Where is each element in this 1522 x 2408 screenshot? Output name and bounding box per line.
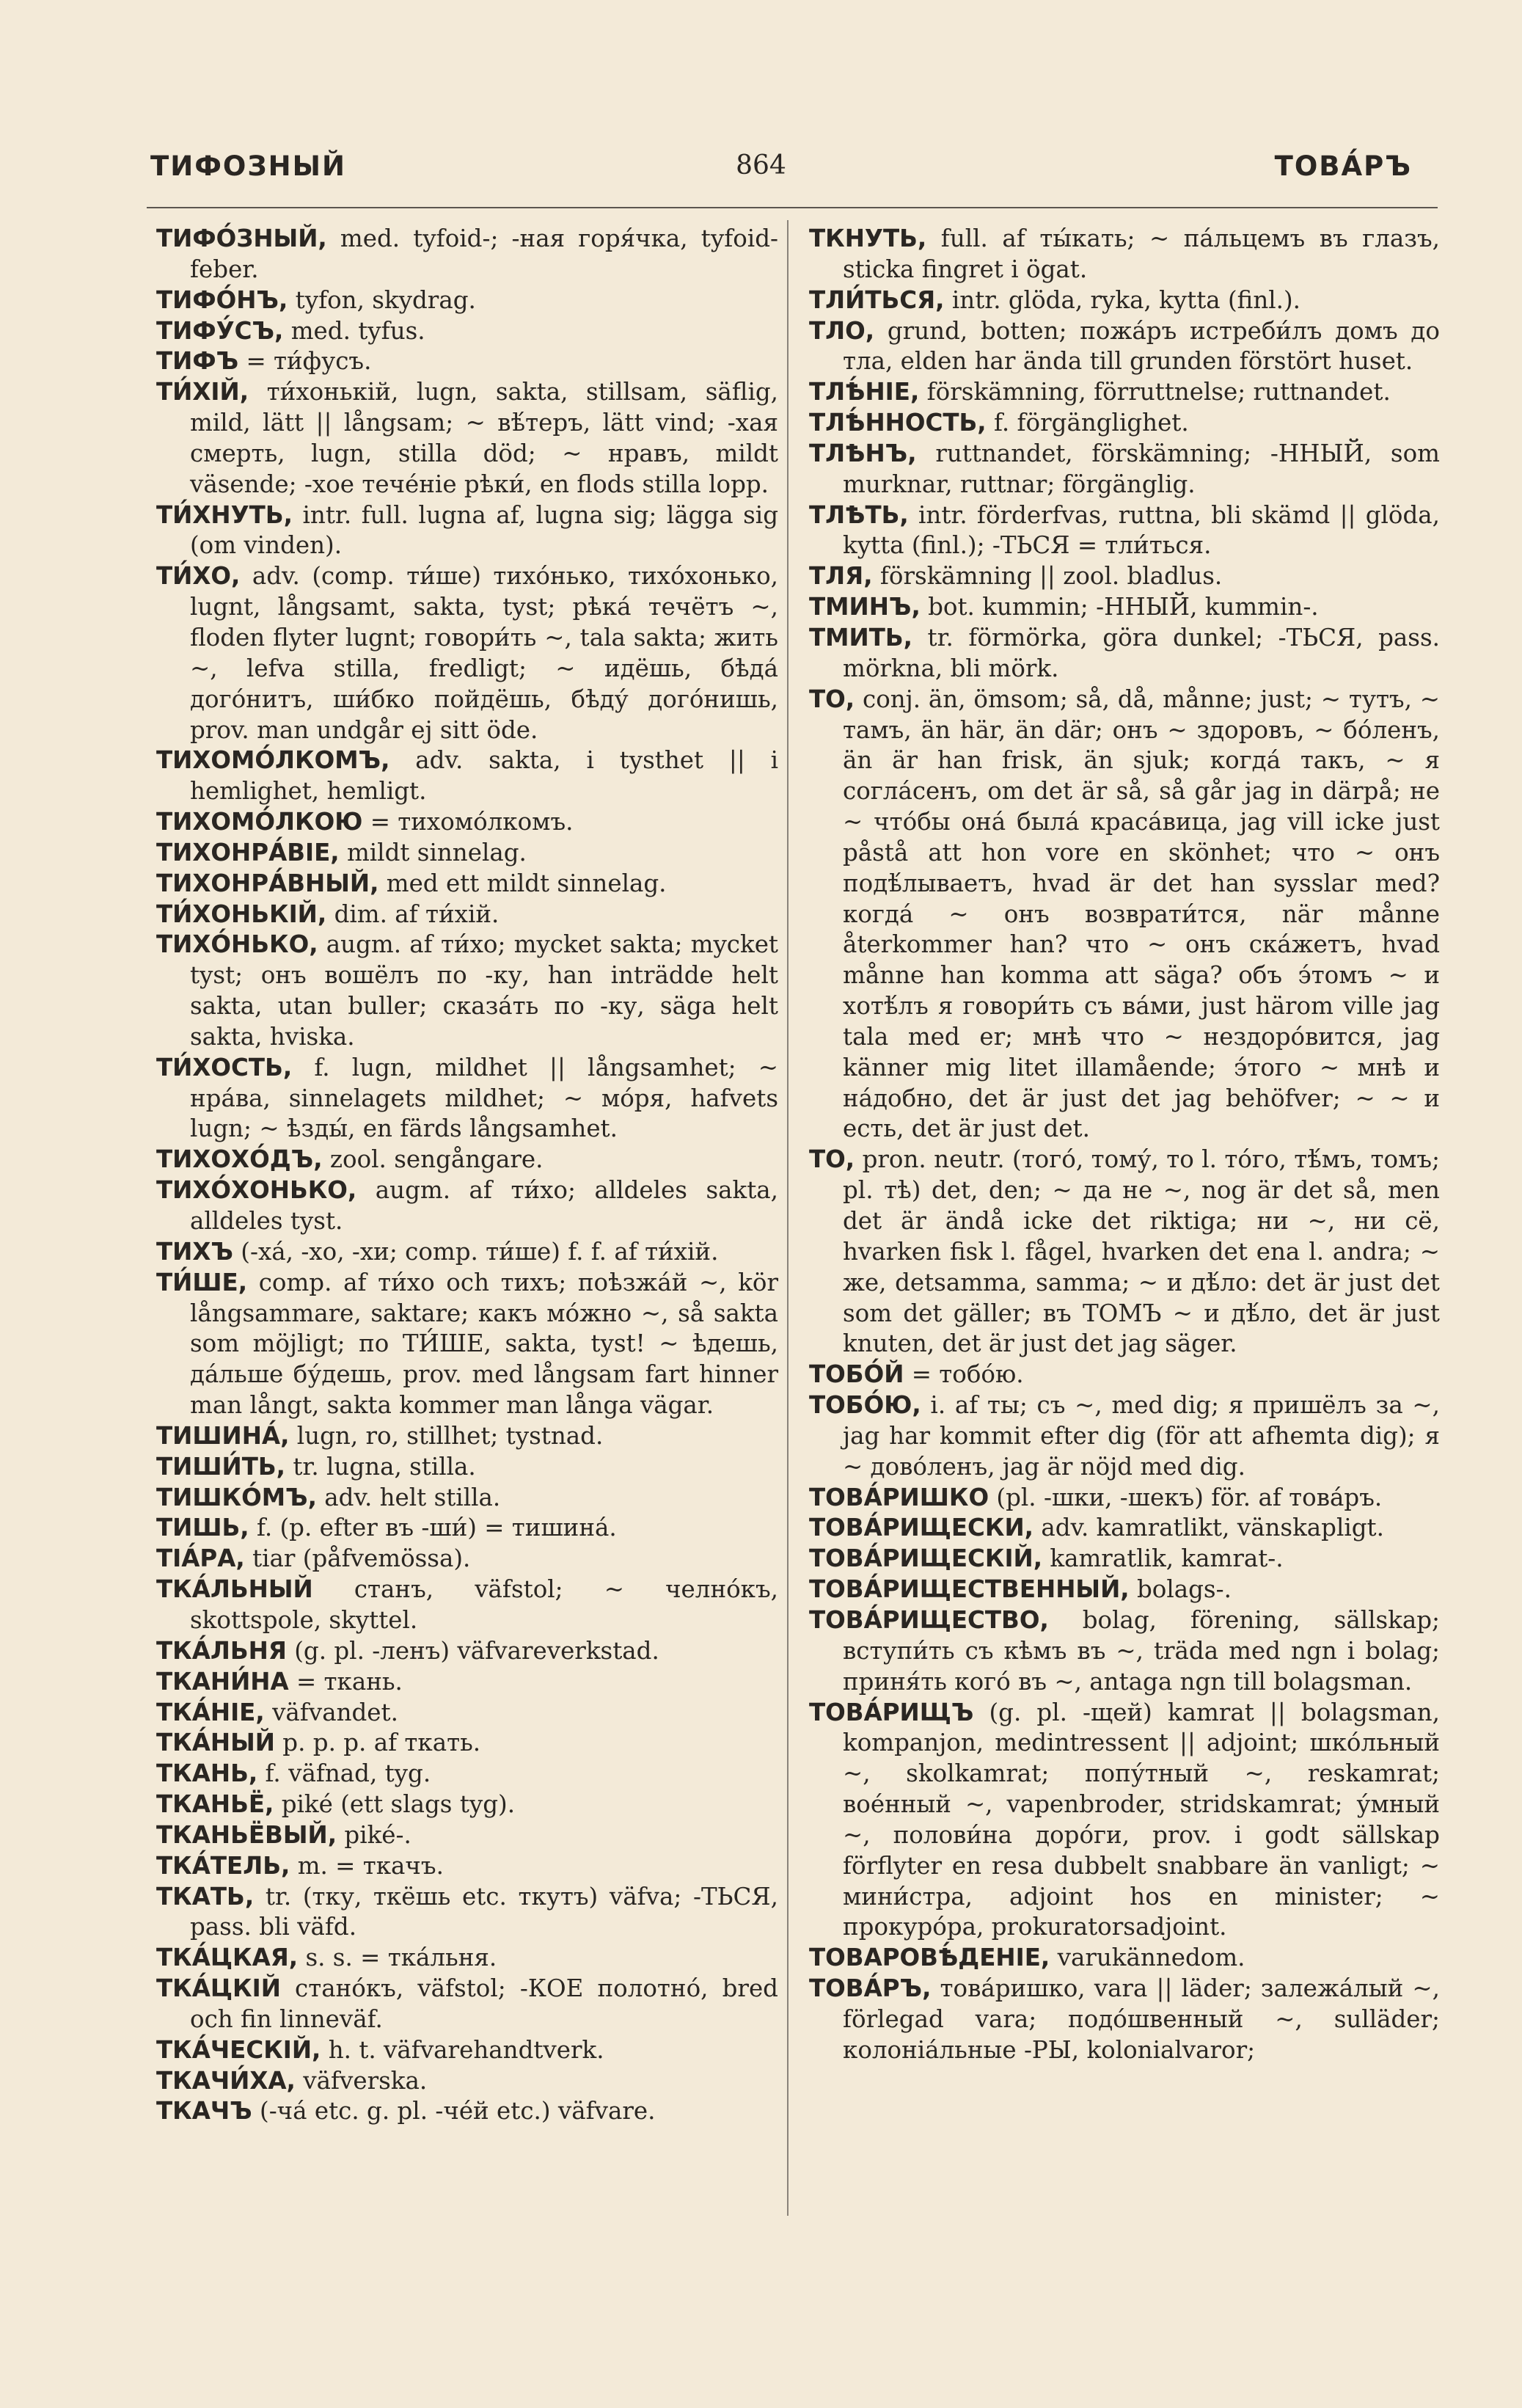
entry-definition: = ткань. [288, 1667, 403, 1696]
entry-headword: ТКАНИ́НА [156, 1667, 289, 1696]
entry-headword: ТКА́ЦКАЯ, [156, 1944, 299, 1972]
entry-headword: ТИФО́ЗНЫЙ, [156, 225, 327, 252]
dictionary-entry [809, 1513, 1440, 1544]
entry-headword: ТИХОХО́ДЪ, [156, 1145, 323, 1174]
dictionary-entry [156, 1145, 778, 1175]
dictionary-entry [809, 1544, 1440, 1575]
entry-definition: väfvandet. [264, 1698, 398, 1726]
dictionary-entry [156, 838, 778, 869]
dictionary-entry [809, 623, 1440, 685]
dictionary-entry [809, 439, 1440, 500]
dictionary-entry [809, 1145, 1440, 1360]
entry-definition: varukännedom. [1050, 1944, 1245, 1972]
entry-definition: (-ха́, -хо, -хи; comp. ти́ше) f. f. af ти́хій. [233, 1237, 719, 1266]
entry-definition: comp. af ти́хо och тихъ; поѣзжа́й ~, kör långsammare, saktare; какъ мо́жно ~, så sakta som möjligt; по ТИ́ШЕ, sakta, tyst! ~ ѣдешь, да́льше бу́дешь, prov. med långsam fart hinner man långt, sakta kommer man långa vägar. [190, 1268, 778, 1420]
dictionary-entry [156, 1943, 778, 1974]
dictionary-entry [156, 316, 778, 347]
entry-definition: förskämning || zool. bladlus. [872, 562, 1223, 591]
dictionary-entry [809, 377, 1440, 408]
dictionary-entry [156, 500, 778, 562]
entry-definition: pron. neutr. (того́, тому́, то l. то́го, тѣ́мъ, томъ; pl. тѣ) det, den; ~ да не ~, nog är det så, men det är ändå icke det riktiga; ни ~, ни сё, hvarken fisk l. fågel, hvarken det ena l. andra; ~ же, detsamma, samma; ~ и дѣ́ло: det är just det som det gäller; въ ТОМЪ ~ и дѣ́ло, det är just knuten, det är just det jag säger. [843, 1145, 1440, 1358]
entry-definition: piké-. [337, 1820, 411, 1849]
entry-definition: tyfon, skydrag. [288, 285, 476, 314]
entry-definition: станъ, väfstol; ~ челно́къ, skottspole, skyttel. [190, 1575, 778, 1634]
dictionary-entry [156, 1728, 778, 1759]
entry-definition: intr. förderfvas, ruttna, bli skämd || glöda, kytta (finl.); -ТЬСЯ = тли́ться. [843, 500, 1440, 560]
entry-definition: intr. full. lugna af, lugna sig; lägga sig (om vinden). [190, 500, 778, 560]
entry-headword: ТЛО, [809, 316, 875, 345]
entry-definition: ruttnandet, förskämning; -ННЫЙ, som murknar, ruttnar; förgänglig. [843, 439, 1440, 498]
entry-headword: ТИХО́ХОНЬКО, [156, 1176, 357, 1205]
left-column [156, 224, 778, 2127]
entry-definition: (g. pl. -щей) kamrat || bolagsman, kompanjon, medintressent || adjoint; шко́льный ~, skolkamrat; попу́тный ~, reskamrat; вое́нный ~, vapenbroder, stridskamrat; у́мный ~, полови́на доро́ги, prov. i godt sällskap förflyter en resa dubbelt snabbare än vanligt; ~ мини́стра, adjoint hos en minister; ~ прокуро́ра, prokuratorsadjoint. [843, 1698, 1440, 1941]
dictionary-entry [156, 285, 778, 316]
dictionary-entry [809, 1943, 1440, 1974]
dictionary-entry [156, 1789, 778, 1820]
entry-headword: ТКА́ТЕЛЬ, [156, 1851, 290, 1880]
dictionary-entry [809, 1390, 1440, 1483]
dictionary-entry [156, 807, 778, 838]
entry-definition: conj. än, ömsom; så, då, månne; just; ~ тутъ, ~ тамъ, än här, än där; онъ ~ здоровъ, ~ бо́ленъ, än är han frisk, än sjuk; когда́ такъ, ~ я согла́сенъ, om det är så, så går jag in därpå; не ~ что́бы она́ была́ краса́вица, jag vill icke just påstå att hon vore en skönhet; что ~ онъ подѣ́лываетъ, hvad är det han sysslar med? когда́ ~ онъ возврати́тся, när månne återkommer han? что ~ онъ ска́жетъ, hvad månne han komma att säga? объ э́томъ ~ и хотѣ́лъ я говори́ть съ ва́ми, just härom ville jag tala med er; мнѣ что ~ нездоро́вится, jag känner mig litet illamående; э́того ~ мнѣ и на́добно, det är just det jag behöfver; ~ ~ и есть, det är just det. [843, 685, 1440, 1143]
entry-headword: ТИ́ШЕ, [156, 1268, 248, 1296]
dictionary-entry [156, 2035, 778, 2066]
entry-headword: ТОВА́РИЩЕСТВЕННЫЙ, [809, 1575, 1130, 1604]
entry-definition: m. = ткачъ. [290, 1851, 444, 1880]
entry-definition: adv. helt stilla. [316, 1483, 501, 1511]
dictionary-entry [809, 1698, 1440, 1944]
dictionary-entry [809, 1575, 1440, 1605]
dictionary-entry [156, 1667, 778, 1698]
entry-definition: p. p. p. af ткать. [274, 1729, 481, 1757]
entry-headword: ТИХОНРА́ВІЕ, [156, 838, 340, 866]
entry-definition: bot. kummin; -ННЫЙ, kummin-. [920, 593, 1319, 621]
dictionary-entry [809, 1605, 1440, 1698]
dictionary-entry [156, 1421, 778, 1452]
entry-headword: ТИФЪ [156, 347, 239, 376]
dictionary-entry [156, 377, 778, 500]
entry-headword: ТЛѢ́ННОСТЬ, [809, 409, 987, 437]
entry-definition: стано́къ, väfstol; -КОЕ полотно́, bred och fin linneväf. [190, 1974, 778, 2033]
dictionary-entry [156, 1483, 778, 1514]
dictionary-entry [156, 1636, 778, 1667]
dictionary-entry [156, 561, 778, 745]
entry-definition: lugn, ro, stillhet; tystnad. [289, 1421, 604, 1450]
entry-headword: ТМИНЪ, [809, 593, 921, 621]
dictionary-entry [156, 1882, 778, 1944]
entry-headword: ТКАЧИ́ХА, [156, 2066, 296, 2095]
entry-headword: ТИШЬ, [156, 1514, 249, 1542]
right-column [809, 224, 1440, 2066]
entry-headword: ТКАНЬЁ, [156, 1790, 274, 1819]
entry-definition: (pl. -шки, -шекъ) för. af това́ръ. [989, 1483, 1383, 1511]
entry-definition: augm. af ти́хо; mycket sakta; mycket tyst; онъ вошёлъ по -ку, han inträdde helt sakta, utan buller; сказа́ть по -ку, säga helt sakta, hviska. [190, 930, 778, 1051]
entry-definition: grund, botten; пожа́ръ истреби́лъ домъ до тла, elden har ända till grunden förstört huset. [843, 316, 1440, 376]
entry-headword: ТЛИ́ТЬСЯ, [809, 285, 945, 314]
entry-headword: ТЛѢ́НІЕ, [809, 378, 920, 406]
running-head-left: ТИФОЗНЫЙ [150, 150, 346, 182]
dictionary-entry [809, 285, 1440, 316]
entry-headword: ТКА́ЦКІЙ [156, 1974, 281, 2003]
entry-headword: ТЛѢНЪ, [809, 439, 917, 467]
entry-headword: ТКАТЬ, [156, 1882, 255, 1911]
entry-headword: ТИШКО́МЪ, [156, 1483, 317, 1511]
entry-definition: h. t. väfvarehandtverk. [321, 2035, 604, 2064]
dictionary-entry [156, 346, 778, 377]
entry-headword: ТОБО́Ю, [809, 1391, 921, 1420]
entry-headword: ТИХЪ [156, 1237, 233, 1266]
entry-definition: = ти́фусъ. [238, 347, 372, 376]
dictionary-entry [156, 1974, 778, 2035]
entry-definition: s. s. = тка́льня. [298, 1944, 497, 1972]
dictionary-entry [156, 2096, 778, 2127]
dictionary-entry [809, 561, 1440, 592]
entry-definition: med. tyfoid-; -ная горя́чка, tyfoid-feber. [190, 225, 778, 283]
entry-headword: ТЛЯ, [809, 562, 873, 591]
entry-headword: ТКНУТЬ, [809, 225, 927, 252]
entry-definition: f. (p. efter въ -ши́) = тишина́. [249, 1514, 617, 1542]
entry-headword: ТМИТЬ, [809, 623, 912, 652]
dictionary-entry [156, 2066, 778, 2097]
dictionary-entry [809, 316, 1440, 378]
entry-headword: ТКА́ЛЬНЯ [156, 1636, 287, 1665]
entry-definition: piké (ett slags tyg). [274, 1790, 516, 1819]
dictionary-entry [156, 1452, 778, 1483]
dictionary-entry [809, 1974, 1440, 2066]
entry-definition: = тихомо́лкомъ. [362, 808, 574, 836]
page-number: 864 [736, 150, 786, 180]
entry-definition: med. tyfus. [283, 316, 425, 345]
entry-headword: ТОВА́РИЩЪ [809, 1698, 974, 1726]
header-rule [147, 207, 1438, 208]
entry-headword: ТИ́ХІЙ, [156, 378, 249, 406]
entry-definition: intr. glöda, ryka, kytta (finl.). [944, 285, 1301, 314]
entry-headword: ТИФУ́СЪ, [156, 316, 284, 345]
entry-definition: adv. kamratlikt, vänskapligt. [1033, 1514, 1384, 1542]
entry-headword: ТОВАРОВѢ́ДЕНІЕ, [809, 1944, 1050, 1972]
dictionary-entry [156, 224, 778, 285]
entry-headword: ТОБО́Й [809, 1360, 904, 1389]
entry-headword: ТОВА́РИЩЕСТВО, [809, 1605, 1049, 1634]
entry-definition: kamratlik, kamrat-. [1042, 1544, 1284, 1573]
entry-headword: ТКА́НІЕ, [156, 1698, 265, 1726]
entry-definition: bolag, förening, sällskap; вступи́ть съ кѣмъ въ ~, träda med ngn i bolag; приня́ть кого́ въ ~, antaga ngn till bolagsman. [843, 1605, 1440, 1696]
dictionary-entry [156, 930, 778, 1052]
dictionary-entry [156, 1759, 778, 1789]
dictionary-entry [156, 1513, 778, 1544]
entry-definition: med ett mildt sinnelag. [378, 869, 667, 897]
entry-headword: ТИШИНА́, [156, 1421, 290, 1450]
dictionary-entry [809, 685, 1440, 1145]
entry-headword: ТЛѢТЬ, [809, 500, 909, 529]
entry-definition: bolags-. [1129, 1575, 1232, 1604]
entry-headword: ТО, [809, 1145, 855, 1174]
entry-headword: ТИХОМО́ЛКОМЪ, [156, 746, 390, 775]
entry-definition: tiar (påfvemössa). [244, 1544, 471, 1573]
entry-headword: ТИ́ХО, [156, 562, 241, 591]
entry-definition: adv. sakta, i tysthet || i hemlighet, hemligt. [190, 746, 778, 806]
dictionary-entry [809, 1360, 1440, 1390]
dictionary-entry [156, 1698, 778, 1729]
dictionary-entry [156, 1237, 778, 1268]
dictionary-entry [809, 592, 1440, 623]
entry-definition: adv. (comp. ти́ше) тихо́нько, тихо́хонько, lugnt, långsamt, sakta, tyst; рѣка́ течётъ ~, floden flyter lugnt; говори́ть ~, tala sakta; жить ~, lefva stilla, fredligt; ~ идёшь, бѣда́ дого́нитъ, ши́бко пойдёшь, бѣду́ дого́нишь, prov. man undgår ej sitt öde. [190, 562, 778, 744]
entry-headword: ТИ́ХНУТЬ, [156, 500, 293, 529]
entry-headword: ТКАНЬЁВЫЙ, [156, 1820, 337, 1849]
dictionary-entry [156, 1544, 778, 1575]
dictionary-entry [156, 1575, 778, 1636]
dictionary-entry [809, 500, 1440, 562]
entry-headword: ТОВА́РИШКО [809, 1483, 989, 1511]
column-divider [787, 220, 789, 2216]
entry-definition: tr. förmörka, göra dunkel; -ТЬСЯ, pass. mörkna, bli mörk. [843, 623, 1440, 682]
entry-definition: = тобо́ю. [904, 1360, 1024, 1389]
entry-headword: ТОВА́РИЩЕСКИ, [809, 1514, 1033, 1542]
entry-headword: ТКА́НЫЙ [156, 1729, 275, 1757]
entry-headword: ТІА́РА, [156, 1544, 245, 1573]
dictionary-entry [809, 224, 1440, 285]
entry-headword: ТКАЧЪ [156, 2097, 252, 2126]
entry-definition: väfverska. [295, 2066, 428, 2095]
entry-headword: ТОВА́РИЩЕСКІЙ, [809, 1544, 1043, 1573]
entry-definition: f. förgänglighet. [986, 409, 1189, 437]
dictionary-entry [809, 1483, 1440, 1514]
running-head-right: ТОВА́РЪ [1274, 150, 1412, 182]
entry-headword: ТИ́ХОСТЬ, [156, 1053, 293, 1081]
entry-definition: ти́хонькій, lugn, sakta, stillsam, säflig, mild, lätt || långsam; ~ вѣ́теръ, lätt vind; -хая смерть, lugn, stilla död; ~ нравъ, mildt väsende; -хое тече́ніе рѣки́, en flods stilla lopp. [190, 378, 778, 498]
dictionary-entry [156, 1268, 778, 1421]
entry-definition: full. af ты́кать; ~ па́льцемъ въ глазъ, sticka fingret i ögat. [843, 225, 1440, 283]
entry-definition: tr. (тку, ткёшь etc. ткутъ) väfva; -ТЬСЯ, pass. bli väfd. [190, 1882, 778, 1941]
dictionary-entry [809, 408, 1440, 439]
entry-definition: f. lugn, mildhet || långsamhet; ~ нра́ва, sinnelagets mildhet; ~ мо́ря, hafvets lugn; ~ ѣзды́, en färds långsamhet. [190, 1053, 778, 1143]
entry-definition: augm. af ти́хо; alldeles sakta, alldeles tyst. [190, 1176, 778, 1235]
dictionary-entry [156, 1820, 778, 1851]
entry-headword: ТКА́ЧЕСКІЙ, [156, 2035, 321, 2064]
entry-headword: ТИХОМО́ЛКОЮ [156, 808, 363, 836]
entry-definition: (-ча́ etc. g. pl. -че́й etc.) väfvare. [252, 2097, 656, 2126]
entry-definition: i. af ты; съ ~, med dig; я пришёлъ за ~, jag har kommit efter dig (för att afhemta dig); я ~ дово́ленъ, jag är nöjd med dig. [843, 1391, 1440, 1481]
entry-definition: f. väfnad, tyg. [257, 1759, 431, 1788]
entry-definition: förskämning, förruttnelse; ruttnandet. [919, 378, 1391, 406]
dictionary-entry [156, 1851, 778, 1882]
dictionary-entry [156, 869, 778, 900]
entry-headword: ТИХОНРА́ВНЫЙ, [156, 869, 379, 897]
entry-headword: ТКА́ЛЬНЫЙ [156, 1575, 313, 1604]
entry-definition: това́ришко, vara || läder; залежа́лый ~, förlegad vara; подо́швенный ~, sulläder; колоніа́льные -РЫ, kolonialvaror; [843, 1974, 1440, 2064]
entry-headword: ТИШИ́ТЬ, [156, 1452, 286, 1481]
entry-definition: mildt sinnelag. [339, 838, 527, 866]
entry-headword: ТОВА́РЪ, [809, 1974, 932, 2003]
entry-definition: zool. sengångare. [322, 1145, 544, 1174]
dictionary-entry [156, 1175, 778, 1237]
entry-definition: (g. pl. -ленъ) väfvareverkstad. [286, 1636, 659, 1665]
entry-headword: ТИХО́НЬКО, [156, 930, 318, 959]
entry-definition: dim. af ти́хій. [326, 900, 500, 928]
dictionary-entry [156, 745, 778, 807]
entry-definition: tr. lugna, stilla. [285, 1452, 476, 1481]
dictionary-entry [156, 1053, 778, 1145]
dictionary-entry [156, 900, 778, 930]
entry-headword: ТО, [809, 685, 855, 713]
entry-headword: ТКАНЬ, [156, 1759, 258, 1788]
entry-headword: ТИ́ХОНЬКІЙ, [156, 900, 327, 928]
entry-headword: ТИФО́НЪ, [156, 285, 288, 314]
